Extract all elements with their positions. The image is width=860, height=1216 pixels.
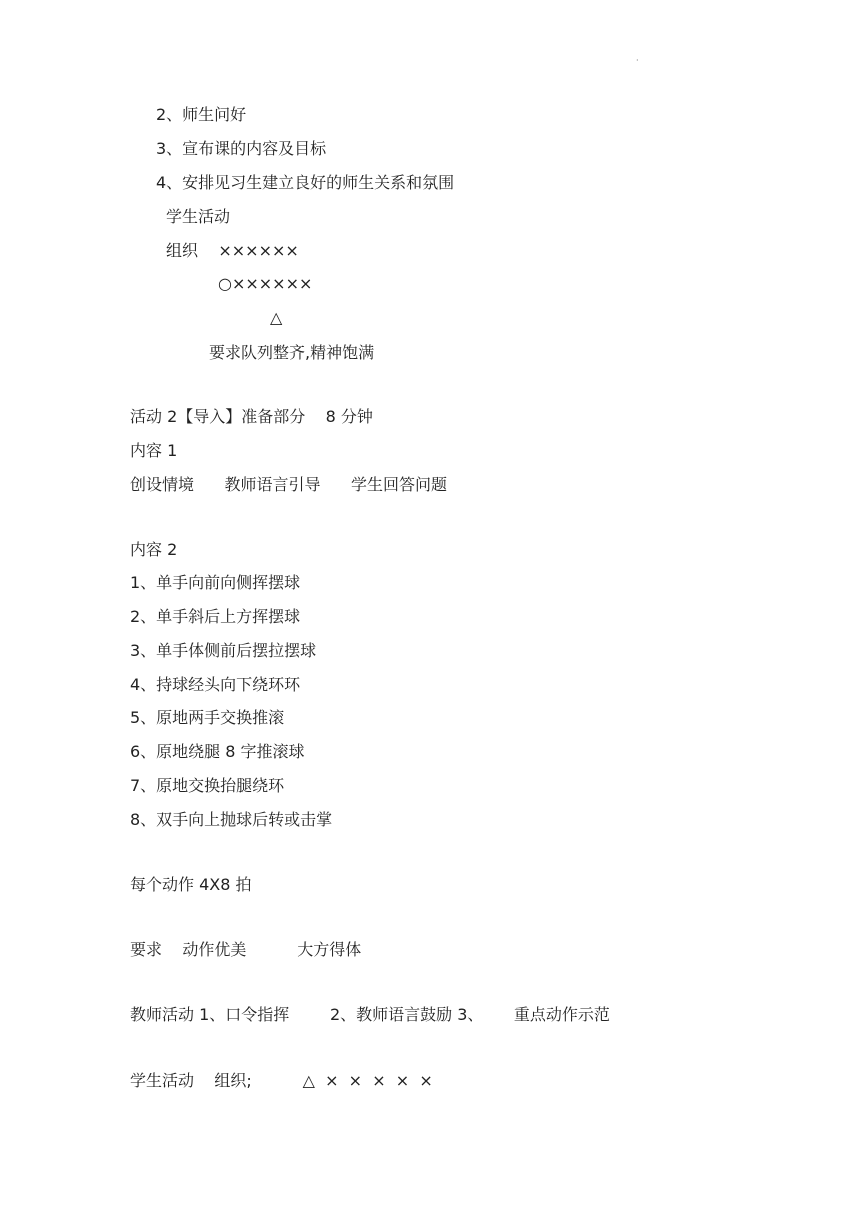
list-item: 2、单手斜后上方挥摆球 <box>130 607 301 626</box>
list-item: 8、双手向上抛球后转或击掌 <box>130 810 333 829</box>
formation-line-2: ○×××××× <box>218 274 313 293</box>
activity-2-heading: 活动 2【导入】准备部分 8 分钟 <box>130 407 373 426</box>
text-line-4: 学生活动 <box>166 207 231 226</box>
content-2-heading: 内容 2 <box>130 540 178 559</box>
beats-text: 每个动作 4X8 拍 <box>130 875 252 894</box>
content-1-heading: 内容 1 <box>130 441 178 460</box>
list-item: 5、原地两手交换推滚 <box>130 708 285 727</box>
text-line-2: 3、宣布课的内容及目标 <box>156 139 327 158</box>
teacher-activity-text: 教师活动 1、口令指挥 2、教师语言鼓励 3、 重点动作示范 <box>130 1005 610 1024</box>
text-line-requirement: 要求队列整齐,精神饱满 <box>209 343 375 362</box>
list-item: 7、原地交换抬腿绕环 <box>130 776 285 795</box>
formation-teacher-mark: △ <box>270 308 283 327</box>
text-line-1: 2、师生问好 <box>156 105 247 124</box>
list-item: 4、持球经头向下绕环环 <box>130 675 301 694</box>
student-activity-text: 学生活动 组织; △ × × × × × <box>130 1071 433 1090</box>
formation-line-1: 组织 ×××××× <box>166 241 299 260</box>
text-line-3: 4、安排见习生建立良好的师生关系和氛围 <box>156 173 455 192</box>
requirement-text: 要求 动作优美 大方得体 <box>130 940 362 959</box>
header-mark: · <box>636 56 639 65</box>
list-item: 3、单手体侧前后摆拉摆球 <box>130 641 317 660</box>
list-item: 6、原地绕腿 8 字推滚球 <box>130 742 305 761</box>
list-item: 1、单手向前向侧挥摆球 <box>130 573 301 592</box>
content-1-text: 创设情境 教师语言引导 学生回答问题 <box>130 475 448 494</box>
